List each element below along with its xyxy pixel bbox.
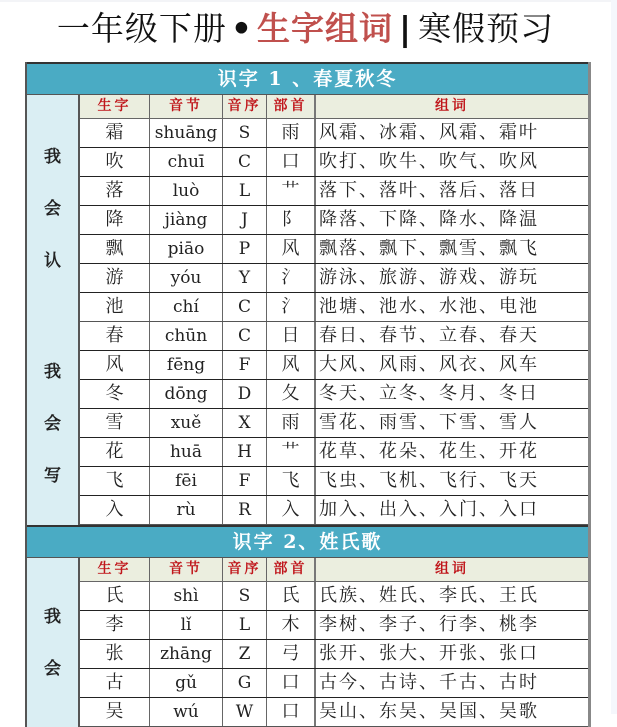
index-letter-cell: L [223, 177, 267, 205]
index-letter-cell: P [223, 235, 267, 263]
title-dot: • [230, 9, 254, 48]
table-row [80, 264, 588, 293]
character-cell: 池 [80, 293, 150, 321]
character-cell: 落 [80, 177, 150, 205]
character-cell: 吹 [80, 148, 150, 176]
words-cell: 氏族、姓氏、李氏、王氏 [319, 585, 539, 606]
words-cell: 大风、风雨、风衣、风车 [319, 354, 539, 375]
pinyin-cell: shuāng [150, 119, 223, 147]
index-letter-cell: W [223, 698, 267, 726]
table-row [80, 206, 588, 235]
radical-cell: 氏 [267, 582, 316, 610]
table-row [80, 119, 588, 148]
radical-cell: 阝 [267, 206, 316, 234]
index-letter-cell: L [223, 611, 267, 639]
words-cell: 李树、李子、行李、桃李 [319, 614, 539, 635]
group-label [27, 322, 80, 525]
column-header: 生字 [80, 558, 150, 581]
index-letter-cell: G [223, 669, 267, 697]
table-row [80, 438, 588, 467]
title-suffix: 寒假预习 [418, 9, 555, 48]
index-letter-cell: H [223, 438, 267, 466]
radical-cell: 夂 [267, 380, 316, 408]
index-letter-cell: C [223, 148, 267, 176]
pinyin-cell: yóu [150, 264, 223, 292]
character-cell: 冬 [80, 380, 150, 408]
index-letter-cell: F [223, 467, 267, 495]
pinyin-cell: rù [150, 496, 223, 524]
radical-cell: 艹 [267, 177, 316, 205]
table-row [80, 351, 588, 380]
radical-cell: 雨 [267, 409, 316, 437]
table-row [80, 669, 588, 698]
column-header: 组词 [435, 98, 469, 114]
column-header: 音节 [150, 558, 223, 581]
group-grid [80, 322, 588, 525]
column-header: 生字 [80, 95, 150, 118]
page-title [0, 4, 611, 54]
scroll-gutter [611, 0, 617, 714]
pinyin-cell: luò [150, 177, 223, 205]
words-cell: 张开、张大、开张、张口 [319, 643, 539, 664]
character-cell: 降 [80, 206, 150, 234]
pinyin-cell: xuě [150, 409, 223, 437]
group-grid [80, 558, 588, 727]
radical-cell: 木 [267, 611, 316, 639]
table-row [80, 582, 588, 611]
character-cell: 张 [80, 640, 150, 668]
character-cell: 入 [80, 496, 150, 524]
character-cell: 春 [80, 322, 150, 350]
words-cell: 落下、落叶、落后、落日 [319, 180, 539, 201]
column-header-row [80, 558, 588, 582]
radical-cell: 氵 [267, 264, 316, 292]
index-letter-cell: J [223, 206, 267, 234]
pinyin-cell: jiàng [150, 206, 223, 234]
group-label-char: 写 [44, 465, 61, 486]
table-row [80, 698, 588, 727]
table-row [80, 380, 588, 409]
column-header-row [80, 95, 588, 119]
words-cell: 春日、春节、立春、春天 [319, 325, 539, 346]
character-cell: 雪 [80, 409, 150, 437]
index-letter-cell: S [223, 582, 267, 610]
group-grid [80, 95, 588, 322]
words-cell: 飞虫、飞机、飞行、飞天 [319, 470, 539, 491]
group-label-char: 会 [44, 198, 61, 219]
title-highlight: 生字组词 [257, 9, 394, 48]
table-row [80, 611, 588, 640]
words-cell: 风霜、冰霜、风霜、霜叶 [319, 122, 539, 143]
pinyin-cell: wú [150, 698, 223, 726]
table-row [80, 640, 588, 669]
words-cell: 花草、花朵、花生、开花 [319, 441, 539, 462]
pinyin-cell: fēng [150, 351, 223, 379]
pinyin-cell: chí [150, 293, 223, 321]
character-cell: 花 [80, 438, 150, 466]
table-row [80, 235, 588, 264]
pinyin-cell: dōng [150, 380, 223, 408]
index-letter-cell: S [223, 119, 267, 147]
index-letter-cell: Y [223, 264, 267, 292]
radical-cell: 雨 [267, 119, 316, 147]
pinyin-cell: fēi [150, 467, 223, 495]
radical-cell: 入 [267, 496, 316, 524]
column-header: 部首 [267, 95, 316, 118]
group-label-char: 我 [44, 606, 61, 627]
character-cell: 氏 [80, 582, 150, 610]
vocabulary-table [25, 62, 591, 727]
index-letter-cell: C [223, 322, 267, 350]
index-letter-cell: R [223, 496, 267, 524]
words-cell: 吴山、东吴、吴国、吴歌 [319, 701, 539, 722]
radical-cell: 日 [267, 322, 316, 350]
column-header: 组词 [435, 561, 469, 577]
character-cell: 霜 [80, 119, 150, 147]
column-header: 音序 [223, 95, 267, 118]
pinyin-cell: chūn [150, 322, 223, 350]
character-cell: 风 [80, 351, 150, 379]
table-row [80, 293, 588, 322]
group-label [27, 95, 80, 322]
radical-cell: 弓 [267, 640, 316, 668]
table-row [80, 322, 588, 351]
radical-cell: 飞 [267, 467, 316, 495]
pinyin-cell: piāo [150, 235, 223, 263]
column-header: 部首 [267, 558, 316, 581]
character-cell: 飞 [80, 467, 150, 495]
character-cell: 李 [80, 611, 150, 639]
index-letter-cell: F [223, 351, 267, 379]
index-letter-cell: D [223, 380, 267, 408]
radical-cell: 风 [267, 351, 316, 379]
words-cell: 古今、古诗、千古、古时 [319, 672, 539, 693]
table-row [80, 496, 588, 525]
character-cell: 古 [80, 669, 150, 697]
pinyin-cell: zhāng [150, 640, 223, 668]
table-row [80, 148, 588, 177]
index-letter-cell: X [223, 409, 267, 437]
pinyin-cell: shì [150, 582, 223, 610]
radical-cell: 风 [267, 235, 316, 263]
character-cell: 吴 [80, 698, 150, 726]
pinyin-cell: lǐ [150, 611, 223, 639]
column-header: 音节 [150, 95, 223, 118]
radical-cell: 口 [267, 669, 316, 697]
table-row [80, 177, 588, 206]
radical-cell: 氵 [267, 293, 316, 321]
words-cell: 吹打、吹牛、吹气、吹风 [319, 151, 539, 172]
pinyin-cell: huā [150, 438, 223, 466]
pinyin-cell: gǔ [150, 669, 223, 697]
words-cell: 降落、下降、降水、降温 [319, 209, 539, 230]
index-letter-cell: C [223, 293, 267, 321]
words-cell: 加入、出入、入门、入口 [319, 499, 539, 520]
lesson-group [27, 558, 588, 727]
lesson-title-band: 识字 1 、春夏秋冬 [27, 62, 588, 95]
radical-cell: 口 [267, 148, 316, 176]
character-cell: 飘 [80, 235, 150, 263]
title-separator: | [399, 9, 413, 48]
group-label [27, 558, 80, 727]
words-cell: 游泳、旅游、游戏、游玩 [319, 267, 539, 288]
lesson-title-band: 识字 2、姓氏歌 [27, 525, 588, 558]
group-label-char: 我 [44, 361, 61, 382]
pinyin-cell: chuī [150, 148, 223, 176]
words-cell: 飘落、飘下、飘雪、飘飞 [319, 238, 539, 259]
lesson-group [27, 322, 588, 525]
radical-cell: 艹 [267, 438, 316, 466]
words-cell: 雪花、雨雪、下雪、雪人 [319, 412, 539, 433]
group-label-char: 会 [44, 413, 61, 434]
group-label-char: 认 [44, 250, 61, 271]
column-header: 音序 [223, 558, 267, 581]
words-cell: 冬天、立冬、冬月、冬日 [319, 383, 539, 404]
table-row [80, 409, 588, 438]
character-cell: 游 [80, 264, 150, 292]
words-cell: 池塘、池水、水池、电池 [319, 296, 539, 317]
title-prefix: 一年级下册 [56, 9, 227, 48]
radical-cell: 口 [267, 698, 316, 726]
top-border [0, 0, 611, 2]
table-row [80, 467, 588, 496]
group-label-char: 我 [44, 146, 61, 167]
lesson-group [27, 95, 588, 322]
index-letter-cell: Z [223, 640, 267, 668]
group-label-char: 会 [44, 658, 61, 679]
